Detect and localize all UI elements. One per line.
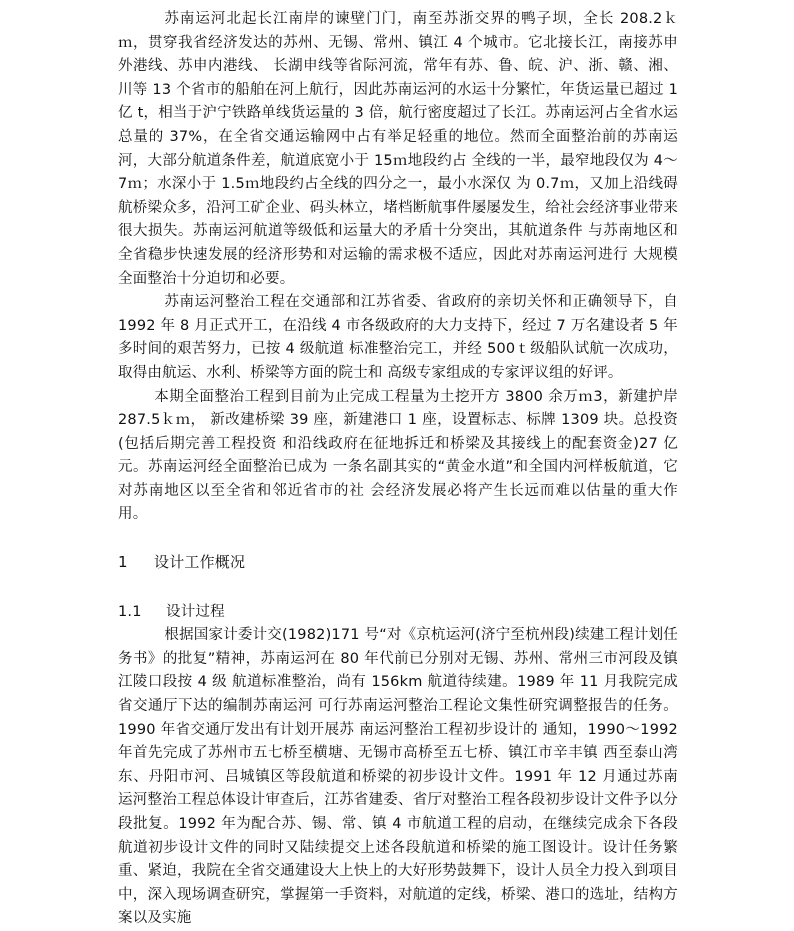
subsection-heading — [118, 601, 678, 625]
subsection-number: 1.1 — [118, 603, 142, 620]
section-title: 设计工作概况 — [154, 553, 246, 572]
intro-paragraph-3: 本期全面整治工程到目前为止完成工程量为土挖开方 3800 余万ｍ3，新建护岸 287.5ｋｍ， 新改建桥梁 39 座，新建港口 1 座，设置标志、标牌 1309 块。总投资(包括后期完善工程投资 和沿线政府在征地拆迁和桥梁及其接线上的配套资金)27 亿元。苏南运河经全面整治已成为 一条名副其实的“黄金水道”和全国内河样板航道，它对苏南地区以至全省和邻近省市的社 会经济发展必将产生长远而难以估量的重大作用。 — [118, 388, 678, 523]
design-paragraph: 根据国家计委计交(1982)171 号“对《京杭运河(济宁至杭州段)续建工程计划任务书》的批复”精神，苏南运河在 80 年代前已分别对无锡、苏州、常州三市河段及镇江陵口段按 4 级 航道标准整治，尚有 156km 航道待续建。1989 年 11 月我院完成省交通厅下达的编制苏南运河 可行苏南运河整治工程论文集性研究调整报告的任务。1990 年省交通厅发出有计划开展苏 南运河整治工程初步设计的 通知，1990～1992 年首先完成了苏州市五七桥至横塘、无锡市高桥至五七桥、镇江市辛丰镇 西至泰山湾东、丹阳市河、吕城镇区等段航道和桥梁的初步设计文件。1991 年 12 月通过苏南 运河整治工程总体设计审查后，江苏省建委、省厅对整治工程各段初步设计文件予以分段批复。1992 年为配合苏、锡、常、镇 4 市航道工程的启动，在继续完成余下各段航道初步设计文件的同时又陆续提交上述各段航道和桥梁的施工图设计。设计任务繁重、紧迫，我院在全省交通建设大上快上的大好形势鼓舞下，设计人员全力投入到项目中，深入现场调查研究，掌握第一手资料，对航道的定线，桥梁、港口的选址，结构方案以及实施 — [118, 627, 678, 927]
subsection-title: 设计过程 — [166, 603, 225, 620]
intro-paragraph-2: 苏南运河整治工程在交通部和江苏省委、省政府的亲切关怀和正确领导下，自 1992 年 8 月正式开工，在沿线 4 市各级政府的大力支持下，经过 7 万名建设者 5 年多时间的艰苦努力，已按 4 级航道 标准整治完工，并经 500ｔ级船队试航一次成功，取得由航运、水利、桥梁等方面的院士和 高级专家组成的专家评议组的好评。 — [118, 294, 678, 381]
document-page — [118, 8, 678, 931]
intro-paragraph-1: 苏南运河北起长江南岸的谏壁门门，南至苏浙交界的鸭子坝，全长 208.2ｋｍ，贯穿我省经济发达的苏州、无锡、常州、镇江 4 个城市。它北接长江，南接苏申外港线、苏申内港线、 长湖申线等省际河流，常年有苏、鲁、皖、沪、浙、赣、湘、川等 13 个省市的船舶在河上航行，因此苏南运河的水运十分繁忙，年货运量已超过 1 亿 t，相当于沪宁铁路单线货运量的 3 倍，航行密度超过了长江。苏南运河占全省水运总量的 37%，在全省交通运输网中占有举足轻重的地位。然而全面整治前的苏南运河，大部分航道条件差，航道底宽小于 15ｍ地段约占 全线的一半，最窄地段仅为 4～7ｍ；水深小于 1.5ｍ地段约占全线的四分之一，最小水深仅 为 0.7ｍ，又加上沿线碍航桥梁众多，沿河工矿企业、码头林立，堵档断航事件屡屡发生，给社会经济事业带来很大损失。苏南运河航道等级低和运量大的矛盾十分突出，其航道条件 与苏南地区和全省稳步快速发展的经济形势和对运输的需求极不适应，因此对苏南运河进行 大规模全面整治十分迫切和必要。 — [118, 11, 678, 287]
section-number: 1 — [118, 553, 128, 572]
section-heading — [118, 551, 678, 575]
